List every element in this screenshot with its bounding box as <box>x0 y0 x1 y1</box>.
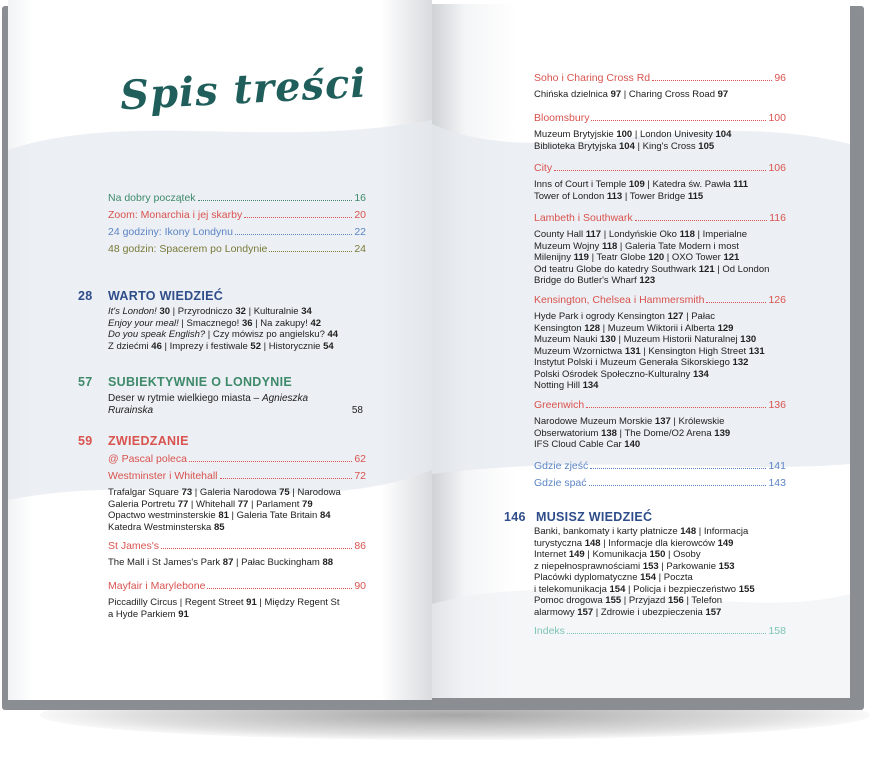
sub-entry-label: Historycznie <box>268 340 321 352</box>
sub-entry-line[interactable] <box>108 609 339 621</box>
sub-entry-label: Muzeum Historii Naturalnej <box>623 334 738 345</box>
sub-entry-label: Między Regent St <box>264 597 340 608</box>
sub-entry-label: Parkowanie <box>666 560 717 572</box>
sub-entry-label: Galeria Portretu <box>108 498 176 510</box>
sub-entry-label: Muzeum Brytyjskie <box>534 129 614 140</box>
sub-entry-label: Trafalgar Square <box>108 487 179 498</box>
toc-label: Mayfair i Marylebone <box>108 580 206 592</box>
sub-entry-page: 97 <box>717 89 729 100</box>
sub-entry-page: 119 <box>573 252 589 263</box>
sub-entry-label: Z dziećmi <box>108 340 149 352</box>
sub-entry-label: Na zakupy! <box>260 317 308 329</box>
sub-entry-label: Pałac Buckingham <box>241 557 320 568</box>
sub-entry-page: 75 <box>279 487 290 498</box>
district-subentries <box>534 311 765 392</box>
sub-entry-page: 121 <box>698 263 715 275</box>
entry-author: Agnieszka <box>261 393 309 404</box>
sub-entry-page: 73 <box>181 487 193 498</box>
sub-entry-label: a Hyde Parkiem <box>108 608 176 620</box>
subiektywnie-entry[interactable] <box>108 393 363 417</box>
sub-entry-label: Galeria Tate Modern i most <box>625 240 739 252</box>
sub-entry-label: Obserwatorium <box>534 427 599 439</box>
toc-page: 100 <box>768 112 786 124</box>
sub-entry-line[interactable]: Muzeum Wojny 118 | Galeria Tate Modern i most <box>534 240 739 252</box>
sub-entry-page: 104 <box>619 140 635 152</box>
sub-entry-page: 105 <box>698 140 715 152</box>
sub-entry-line[interactable]: Placówki dyplomatyczne 154 | Poczta <box>534 572 693 583</box>
sub-entry-label: Muzeum Wojny <box>534 240 600 252</box>
toc-label: 24 godziny: Ikony Londynu <box>108 226 233 238</box>
entry-text: Deser w rytmie wielkiego miasta – <box>108 393 262 404</box>
sub-entry-line[interactable] <box>534 369 765 381</box>
sub-entry-page: 130 <box>740 334 757 345</box>
sub-entry-page: 157 <box>705 606 722 618</box>
sub-entry-label: Informacja <box>703 526 749 537</box>
sub-entry-page: 42 <box>310 317 322 329</box>
sub-entry-label: Narodowa <box>297 487 341 498</box>
toc-entry-intro[interactable] <box>108 243 366 255</box>
sub-entry-page: 77 <box>237 498 249 510</box>
sub-entry-label: IFS Cloud Cable Car <box>534 439 622 450</box>
sub-entry-line[interactable]: Enjoy your meal! | Smacznego! 36 | Na zakupy! 42 <box>108 317 322 329</box>
toc-page: 86 <box>354 540 366 552</box>
sub-entry-page: 115 <box>687 190 704 202</box>
sub-entry-label: Pomoc drogowa <box>534 595 603 606</box>
toc-label: St James's <box>108 540 160 552</box>
sub-entry-label: Przyjazd <box>628 595 666 606</box>
toc-label: Gdzie spać <box>534 477 587 489</box>
sub-entry-label: Bridge do Butler's Wharf <box>534 275 637 286</box>
sub-entry-page: 153 <box>718 560 735 572</box>
toc-page: 72 <box>354 470 366 482</box>
sub-entry-label: Whitehall <box>196 498 236 510</box>
toc-entry-intro[interactable] <box>108 209 366 221</box>
right-page <box>432 4 850 698</box>
sub-entry-line[interactable]: Milenijny 119 | Teatr Globe 120 | OXO Tower 121 <box>534 252 740 263</box>
sub-entry-line[interactable] <box>534 275 769 287</box>
sub-entry-label: Smacznego! <box>186 317 240 329</box>
sub-entry-line[interactable]: Muzeum Wzornictwa 131 | Kensington High Street 131 <box>534 345 765 357</box>
sub-entry-page: 44 <box>327 329 339 340</box>
musisz-subentries <box>534 526 755 618</box>
toc-entry-district[interactable] <box>534 294 786 306</box>
sub-entry-line[interactable]: Pomoc drogowa 155 | Przyjazd 156 | Telefon <box>534 595 723 606</box>
toc-entry-district[interactable] <box>534 162 786 174</box>
toc-page: 126 <box>768 294 786 306</box>
sub-entry-page: 137 <box>654 416 671 427</box>
sub-entry-label: Londyńskie Oko <box>608 229 677 240</box>
toc-entry-intro[interactable] <box>108 226 366 238</box>
sub-entry-label: alarmowy <box>534 606 575 618</box>
sub-entry-page: 150 <box>649 549 666 560</box>
sub-entry-label: Opactwo westminsterskie <box>108 510 216 521</box>
sub-entry-label: Telefon <box>691 595 723 606</box>
sub-entry-label: Tower of London <box>534 190 605 202</box>
sub-entry-line[interactable]: The Mall i St James's Park 87 | Pałac Buckingham 88 <box>108 557 334 568</box>
sub-entry-label: Informacje dla kierowców <box>608 537 715 549</box>
sub-entry-label: Parlament <box>256 498 300 510</box>
sub-entry-label: Hyde Park i ogrody Kensington <box>534 311 665 322</box>
sub-entry-line[interactable]: It's London! 30 | Przyrodniczo 32 | Kulturalnie 34 <box>108 306 312 317</box>
sub-entry-line[interactable]: Piccadilly Circus | Regent Street 91 | Między Regent St <box>108 597 340 608</box>
sub-entry-page: 155 <box>738 583 755 595</box>
sub-entry-line[interactable] <box>108 522 341 534</box>
sub-entry-line[interactable]: z niepełnosprawnościami 153 | Parkowanie 153 <box>534 560 735 572</box>
sub-entry-label: Biblioteka Brytyjska <box>534 140 617 152</box>
sub-entry-label: Milenijny <box>534 252 571 263</box>
toc-label: Kensington, Chelsea i Hammersmith <box>534 294 705 306</box>
section-title: MUSISZ WIEDZIEĆ <box>536 510 653 524</box>
toc-label: Zoom: Monarchia i jej skarby <box>108 209 243 221</box>
section-warto-wiedziec[interactable] <box>78 289 223 303</box>
sub-entry-line[interactable]: alarmowy 157 | Zdrowie i ubezpieczenia 157 <box>534 606 722 618</box>
entry-page: 58 <box>351 405 363 416</box>
district-subentries <box>534 229 769 287</box>
sub-entry-label: Banki, bankomaty i karty płatnicze <box>534 526 678 537</box>
sub-entry-label: Do you speak English? <box>108 329 206 340</box>
sub-entry-label: Pałac <box>691 311 715 322</box>
sub-entry-label: It's London! <box>108 306 157 317</box>
sub-entry-label: Katedra św. Pawła <box>652 179 731 190</box>
sub-entry-page: 79 <box>302 498 313 510</box>
toc-label: @ Pascal poleca <box>108 453 187 465</box>
toc-label: Indeks <box>534 625 565 637</box>
sub-entry-label: Muzeum Nauki <box>534 334 598 345</box>
sub-entry-label: Teatr Globe <box>596 252 646 263</box>
sub-entry-label: County Hall <box>534 229 584 240</box>
sub-entry-label: Kensington <box>534 322 582 334</box>
sub-entry-page: 153 <box>642 560 659 572</box>
sub-entry-page: 54 <box>323 340 334 352</box>
sub-entry-page: 91 <box>246 597 257 608</box>
sub-entry-line[interactable]: Muzeum Nauki 130 | Muzeum Historii Naturalnej 130 <box>534 334 757 345</box>
sub-entry-page: 155 <box>605 595 622 606</box>
sub-entry-label: Instytut Polski i Muzeum Generała Sikorskiego <box>534 357 730 368</box>
sub-entry-label: Charing Cross Road <box>628 89 715 100</box>
sub-entry-label: Chińska dzielnica <box>534 89 608 100</box>
sub-entry-page: 148 <box>584 537 601 549</box>
left-page <box>8 0 432 700</box>
sub-entry-line[interactable]: Opactwo westminsterskie 81 | Galeria Tate Britain 84 <box>108 510 331 521</box>
sub-entry-page: 52 <box>250 340 261 352</box>
sub-entry-label: Enjoy your meal! <box>108 317 179 329</box>
toc-label: Gdzie zjeść <box>534 460 589 472</box>
toc-page: 136 <box>768 399 786 411</box>
sub-entry-page: 123 <box>639 275 656 286</box>
sub-entry-label: Piccadilly Circus <box>108 597 178 608</box>
toc-entry-mayfair[interactable] <box>108 580 366 592</box>
sub-entry-page: 120 <box>648 252 665 263</box>
sub-entry-page: 148 <box>680 526 697 537</box>
sub-entry-page: 84 <box>319 510 331 521</box>
toc-label: Westminster i Whitehall <box>108 470 218 482</box>
sub-entry-page: 32 <box>235 306 246 317</box>
sub-entry-page: 149 <box>568 549 585 560</box>
sub-entry-page: 46 <box>151 340 162 352</box>
westminster-subentries <box>108 487 341 533</box>
sub-entry-line[interactable]: Obserwatorium 138 | The Dome/O2 Arena 139 <box>534 427 731 439</box>
sub-entry-page: 154 <box>640 572 656 583</box>
toc-label: Bloomsbury <box>534 112 590 124</box>
toc-entry-district[interactable] <box>534 399 786 411</box>
toc-page: 22 <box>354 226 366 238</box>
sub-entry-line[interactable]: turystyczna 148 | Informacje dla kierowców 149 <box>534 537 734 549</box>
sub-entry-label: Notting Hill <box>534 380 580 391</box>
section-number: 59 <box>78 434 93 448</box>
sub-entry-label: Komunikacja <box>592 549 647 560</box>
toc-page: 96 <box>774 72 786 84</box>
sub-entry-line[interactable]: Chińska dzielnica 97 | Charing Cross Road 97 <box>534 89 729 100</box>
sub-entry-label: Osoby <box>673 549 701 560</box>
sub-entry-label: The Dome/O2 Arena <box>624 427 712 439</box>
toc-label: City <box>534 162 553 174</box>
section-title: WARTO WIEDZIEĆ <box>108 289 224 303</box>
sub-entry-line[interactable]: Do you speak English? | Czy mówisz po angielsku? 44 <box>108 329 339 340</box>
sub-entry-page: 156 <box>667 595 684 606</box>
toc-entry-gdzie[interactable] <box>534 477 786 489</box>
section-number: 57 <box>78 375 93 389</box>
sub-entry-line[interactable]: Internet 149 | Komunikacja 150 | Osoby <box>534 549 701 560</box>
toc-page: 143 <box>768 477 786 489</box>
sub-entry-label: Imperialne <box>702 229 748 240</box>
st-james-subentries <box>108 557 333 569</box>
sub-entry-label: Od teatru Globe do katedry Southwark <box>534 263 697 275</box>
sub-entry-line[interactable]: County Hall 117 | Londyńskie Oko 118 | Imperialne <box>534 229 748 240</box>
sub-entry-page: 130 <box>600 334 616 345</box>
sub-entry-label: Przyrodniczo <box>177 306 233 317</box>
sub-entry-label: OXO Tower <box>671 252 721 263</box>
toc-entry-district[interactable] <box>534 212 786 224</box>
toc-page: 20 <box>354 209 366 221</box>
sub-entry-line[interactable]: Hyde Park i ogrody Kensington 127 | Pałac <box>534 311 715 322</box>
sub-entry-label: Zdrowie i ubezpieczenia <box>600 606 703 618</box>
toc-page: 116 <box>769 212 786 224</box>
sub-entry-page: 134 <box>692 368 709 380</box>
district-subentries <box>534 129 731 152</box>
sub-entry-label: turystyczna <box>534 537 583 549</box>
sub-entry-label: Placówki dyplomatyczne <box>534 572 638 583</box>
sub-entry-label: Inns of Court i Temple <box>534 179 627 190</box>
district-subentries <box>534 179 748 202</box>
sub-entry-label: i telekomunikacja <box>534 583 607 595</box>
sub-entry-label: King's Cross <box>642 140 696 152</box>
toc-page: 158 <box>768 625 786 637</box>
sub-entry-page: 128 <box>584 322 601 334</box>
sub-entry-page: 129 <box>717 322 734 334</box>
district-subentries <box>534 89 728 101</box>
sub-entry-label: Kulturalnie <box>253 306 299 317</box>
toc-page: 24 <box>354 243 366 255</box>
section-number: 146 <box>504 510 526 524</box>
sub-entry-label: Katedra Westminsterska <box>108 521 212 533</box>
sub-entry-page: 149 <box>717 537 734 549</box>
sub-entry-page: 113 <box>606 190 623 202</box>
toc-page: 90 <box>354 580 366 592</box>
toc-page: 106 <box>768 162 786 174</box>
toc-page: 62 <box>354 453 366 465</box>
sub-entry-page: 85 <box>213 521 225 533</box>
sub-entry-line[interactable]: Od teatru Globe do katedry Southwark 121 | Od London <box>534 263 770 275</box>
sub-entry-label: Internet <box>534 549 567 560</box>
sub-entry-page: 77 <box>177 498 189 510</box>
section-subiektywnie[interactable] <box>78 375 292 389</box>
toc-label: Greenwich <box>534 399 585 411</box>
section-musisz-wiedziec[interactable] <box>504 510 652 524</box>
toc-entry-district[interactable] <box>534 72 786 84</box>
sub-entry-page: 36 <box>241 317 253 329</box>
sub-entry-label: Narodowe Muzeum Morskie <box>534 416 653 427</box>
sub-entry-label: z niepełnosprawnościami <box>534 560 641 572</box>
sub-entry-page: 100 <box>616 129 633 140</box>
sub-entry-label: Tower Bridge <box>629 190 686 202</box>
sub-entry-page: 127 <box>667 311 684 322</box>
sub-entry-line[interactable]: Muzeum Brytyjskie 100 | London Univesity 104 <box>534 129 732 140</box>
sub-entry-page: 139 <box>714 427 731 439</box>
toc-entry-indeks[interactable] <box>534 625 786 637</box>
sub-entry-label: London Univesity <box>639 129 713 140</box>
sub-entry-page: 131 <box>748 345 765 357</box>
toc-page: 141 <box>768 460 786 472</box>
sub-entry-label: Królewskie <box>678 416 725 427</box>
sub-entry-page: 154 <box>609 583 626 595</box>
sub-entry-page: 88 <box>322 557 334 568</box>
page-title: Spis treści <box>118 59 368 120</box>
sub-entry-page: 34 <box>301 306 312 317</box>
sub-entry-page: 81 <box>218 510 229 521</box>
sub-entry-page: 118 <box>679 229 695 240</box>
sub-entry-label: Galeria Tate Britain <box>236 510 318 521</box>
sub-entry-page: 134 <box>582 380 599 391</box>
sub-entry-label: Imprezy i festiwale <box>169 340 248 352</box>
sub-entry-page: 109 <box>628 179 645 190</box>
toc-entry-zwiedzanie[interactable] <box>108 453 366 465</box>
section-title: SUBIEKTYWNIE O LONDYNIE <box>108 375 292 389</box>
sub-entry-label: Policja i bezpieczeństwo <box>633 583 737 595</box>
section-title: ZWIEDZANIE <box>108 434 189 448</box>
sub-entry-label: The Mall i St James's Park <box>108 557 221 568</box>
sub-entry-page: 97 <box>610 89 622 100</box>
sub-entry-label: Od London <box>722 263 770 275</box>
sub-entry-label: Poczta <box>663 572 693 583</box>
sub-entry-page: 30 <box>159 306 171 317</box>
sub-entry-label: Polski Ośrodek Społeczno-Kulturalny <box>534 368 691 380</box>
sub-entry-label: Czy mówisz po angielsku? <box>212 329 325 340</box>
section-number: 28 <box>78 289 93 303</box>
toc-entry-intro[interactable] <box>108 192 366 204</box>
toc-label: Lambeth i Southwark <box>534 212 633 224</box>
sub-entry-page: 111 <box>733 179 749 190</box>
sub-entry-line[interactable] <box>534 357 765 369</box>
sub-entry-page: 87 <box>222 557 234 568</box>
sub-entry-page: 138 <box>601 427 617 439</box>
sub-entry-page: 117 <box>585 229 602 240</box>
sub-entry-line[interactable]: i telekomunikacja 154 | Policja i bezpieczeństwo 155 <box>534 583 755 595</box>
mayfair-subentries <box>108 597 339 620</box>
sub-entry-page: 91 <box>178 608 189 620</box>
sub-entry-line[interactable]: Galeria Portretu 77 | Whitehall 77 | Parlament 79 <box>108 498 313 510</box>
toc-entry-st-james[interactable] <box>108 540 366 552</box>
entry-author: Rurainska <box>108 405 154 416</box>
sub-entry-line[interactable]: Biblioteka Brytyjska 104 | King's Cross 105 <box>534 140 715 152</box>
sub-entry-label: Regent Street <box>184 597 244 608</box>
sub-entry-line[interactable] <box>534 439 730 451</box>
section-zwiedzanie[interactable] <box>78 434 189 448</box>
sub-entry-page: 157 <box>577 606 594 618</box>
sub-entry-label: Kensington High Street <box>648 345 747 357</box>
sub-entry-label: Galeria Narodowa <box>199 487 277 498</box>
sub-entry-line[interactable]: Inns of Court i Temple 109 | Katedra św. Pawła 111 <box>534 179 749 190</box>
sub-entry-page: 132 <box>732 357 749 368</box>
sub-entry-page: 131 <box>624 345 641 357</box>
toc-entry-district[interactable] <box>534 112 786 124</box>
sub-entry-line[interactable]: Z dziećmi 46 | Imprezy i festiwale 52 | Historycznie 54 <box>108 340 334 352</box>
sub-entry-page: 118 <box>601 240 618 252</box>
sub-entry-line[interactable]: Trafalgar Square 73 | Galeria Narodowa 75 | Narodowa <box>108 487 341 498</box>
sub-entry-page: 104 <box>715 129 732 140</box>
sub-entry-line[interactable] <box>534 380 765 392</box>
sub-entry-page: 121 <box>723 252 740 263</box>
sub-entry-line[interactable]: Kensington 128 | Muzeum Wiktorii i Alberta 129 <box>534 322 734 334</box>
sub-entry-page: 140 <box>624 439 641 450</box>
sub-entry-label: Muzeum Wzornictwa <box>534 345 623 357</box>
district-subentries <box>534 416 730 451</box>
toc-page: 16 <box>354 192 366 204</box>
toc-label: Soho i Charing Cross Rd <box>534 72 651 84</box>
warto-subentries <box>108 306 338 352</box>
sub-entry-line[interactable]: Narodowe Muzeum Morskie 137 | Królewskie <box>534 416 725 427</box>
toc-label: 48 godzin: Spacerem po Londynie <box>108 243 268 255</box>
sub-entry-line[interactable]: Banki, bankomaty i karty płatnicze 148 | Informacja <box>534 526 749 537</box>
toc-entry-zwiedzanie[interactable] <box>108 470 366 482</box>
sub-entry-label: Muzeum Wiktorii i Alberta <box>607 322 715 334</box>
toc-label: Na dobry początek <box>108 192 196 204</box>
sub-entry-line[interactable]: Tower of London 113 | Tower Bridge 115 <box>534 190 704 202</box>
toc-entry-gdzie[interactable] <box>534 460 786 472</box>
